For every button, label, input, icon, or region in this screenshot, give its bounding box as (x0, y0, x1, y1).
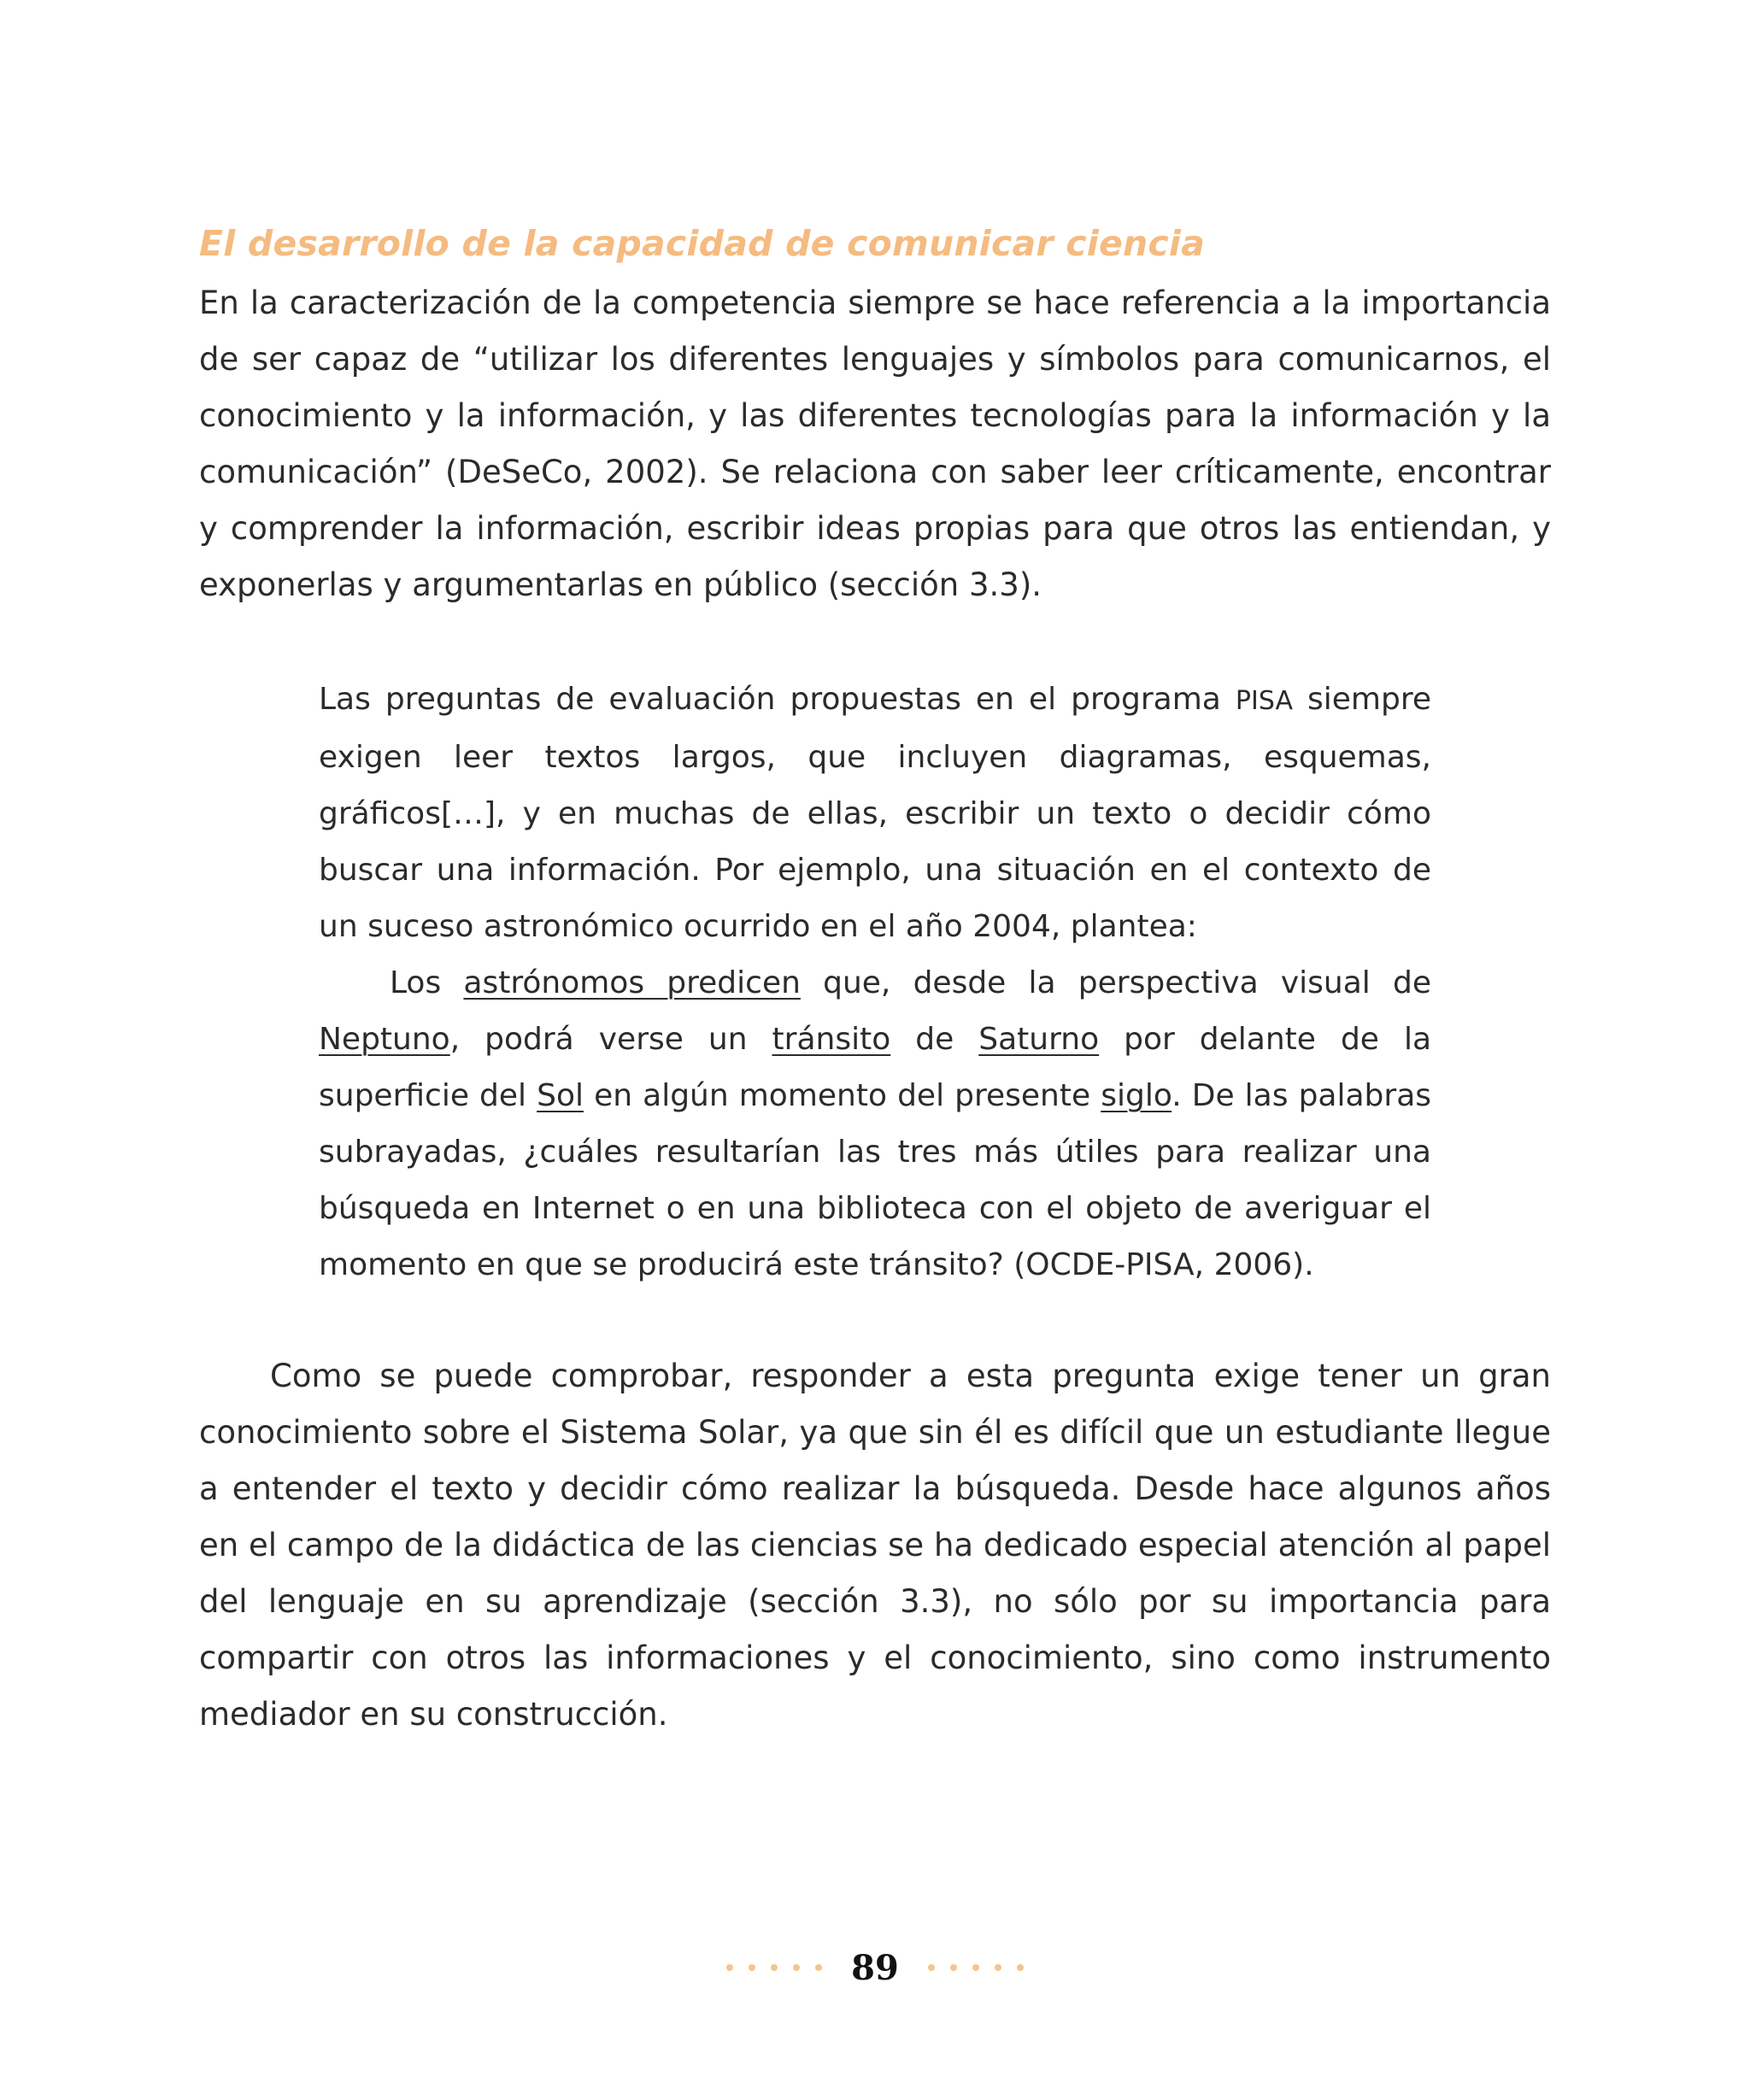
page-footer (0, 1938, 1750, 1997)
left-dot-ornament (726, 1964, 822, 1971)
quote-lead-text: Las preguntas de evaluación propuestas en el programa (319, 682, 1236, 717)
closing-paragraph: Como se puede comprobar, responder a esta pregunta exige tener un gran conocimiento sobre el Sistema Solar, ya que sin él es difícil que un estudiante llegue a entender el texto y decidir cómo realizar la búsqueda. Desde hace algunos años en el campo de la didáctica de las ciencias se ha dedicado especial atención al papel del lenguaje en su aprendizaje (sección 3.3), no sólo por su importancia para compartir con otros las informaciones y el conocimiento, sino como instrumento mediador en su construcción. (199, 1358, 1551, 1733)
dot (1017, 1964, 1024, 1971)
right-dot-ornament (928, 1964, 1024, 1971)
quote-lead-continuation: siempre exigen leer textos largos, que incluyen diagramas, esquemas, gráficos[…], y en muchas de ellas, escribir un texto o decidir cómo buscar una información. Por ejemplo, una situación en el contexto de un suceso astronómico ocurrido en el año 2004, plantea: (319, 682, 1431, 944)
page-number: 89 (851, 1947, 899, 1988)
block-quote (319, 672, 1431, 1293)
underlined-word: Neptuno (319, 1022, 450, 1057)
underlined-word: siglo (1101, 1078, 1172, 1113)
underlined-word: Sol (537, 1078, 584, 1113)
dot (950, 1964, 957, 1971)
dot (972, 1964, 979, 1971)
question-text: . De las palabras subrayadas, ¿cuáles resultarían las tres más útiles para realizar una búsqueda en Internet o en una biblioteca con el objeto de averiguar el momento en que se producirá este tránsito? (OCDE-PISA, 2006). (319, 1078, 1432, 1282)
quote-lead-paragraph (319, 672, 1431, 955)
question-text: por delante de la superficie del (319, 1022, 1432, 1113)
dot (726, 1964, 733, 1971)
dot (749, 1964, 755, 1971)
underlined-word: tránsito (772, 1022, 891, 1057)
pisa-question-paragraph (319, 955, 1431, 1293)
question-text: , podrá verse un (449, 1022, 772, 1057)
dot (815, 1964, 822, 1971)
section-heading: El desarrollo de la capacidad de comunicar ciencia (199, 223, 1206, 264)
dot (928, 1964, 935, 1971)
pisa-acronym: PISA (1235, 686, 1293, 716)
dot (771, 1964, 778, 1971)
question-text: en algún momento del presente (584, 1078, 1101, 1113)
intro-paragraph: En la caracterización de la competencia siempre se hace referencia a la importancia de ser capaz de “utilizar los diferentes lenguajes y símbolos para comunicarnos, el conocimiento y la información, y las diferentes tecnologías para la información y la comunicación” (DeSeCo, 2002). Se relaciona con saber leer críticamente, encontrar y comprender la información, escribir ideas propias para que otros las entiendan, y exponerlas y argumentarlas en público (sección 3.3). (199, 284, 1551, 603)
question-text: que, desde la perspectiva visual de (800, 965, 1431, 1000)
dot (995, 1964, 1001, 1971)
underlined-word: Saturno (978, 1022, 1100, 1057)
dot (793, 1964, 800, 1971)
question-text: de (890, 1022, 979, 1057)
underlined-word: astrónomos predicen (463, 965, 801, 1000)
question-text: Los (390, 965, 464, 1000)
